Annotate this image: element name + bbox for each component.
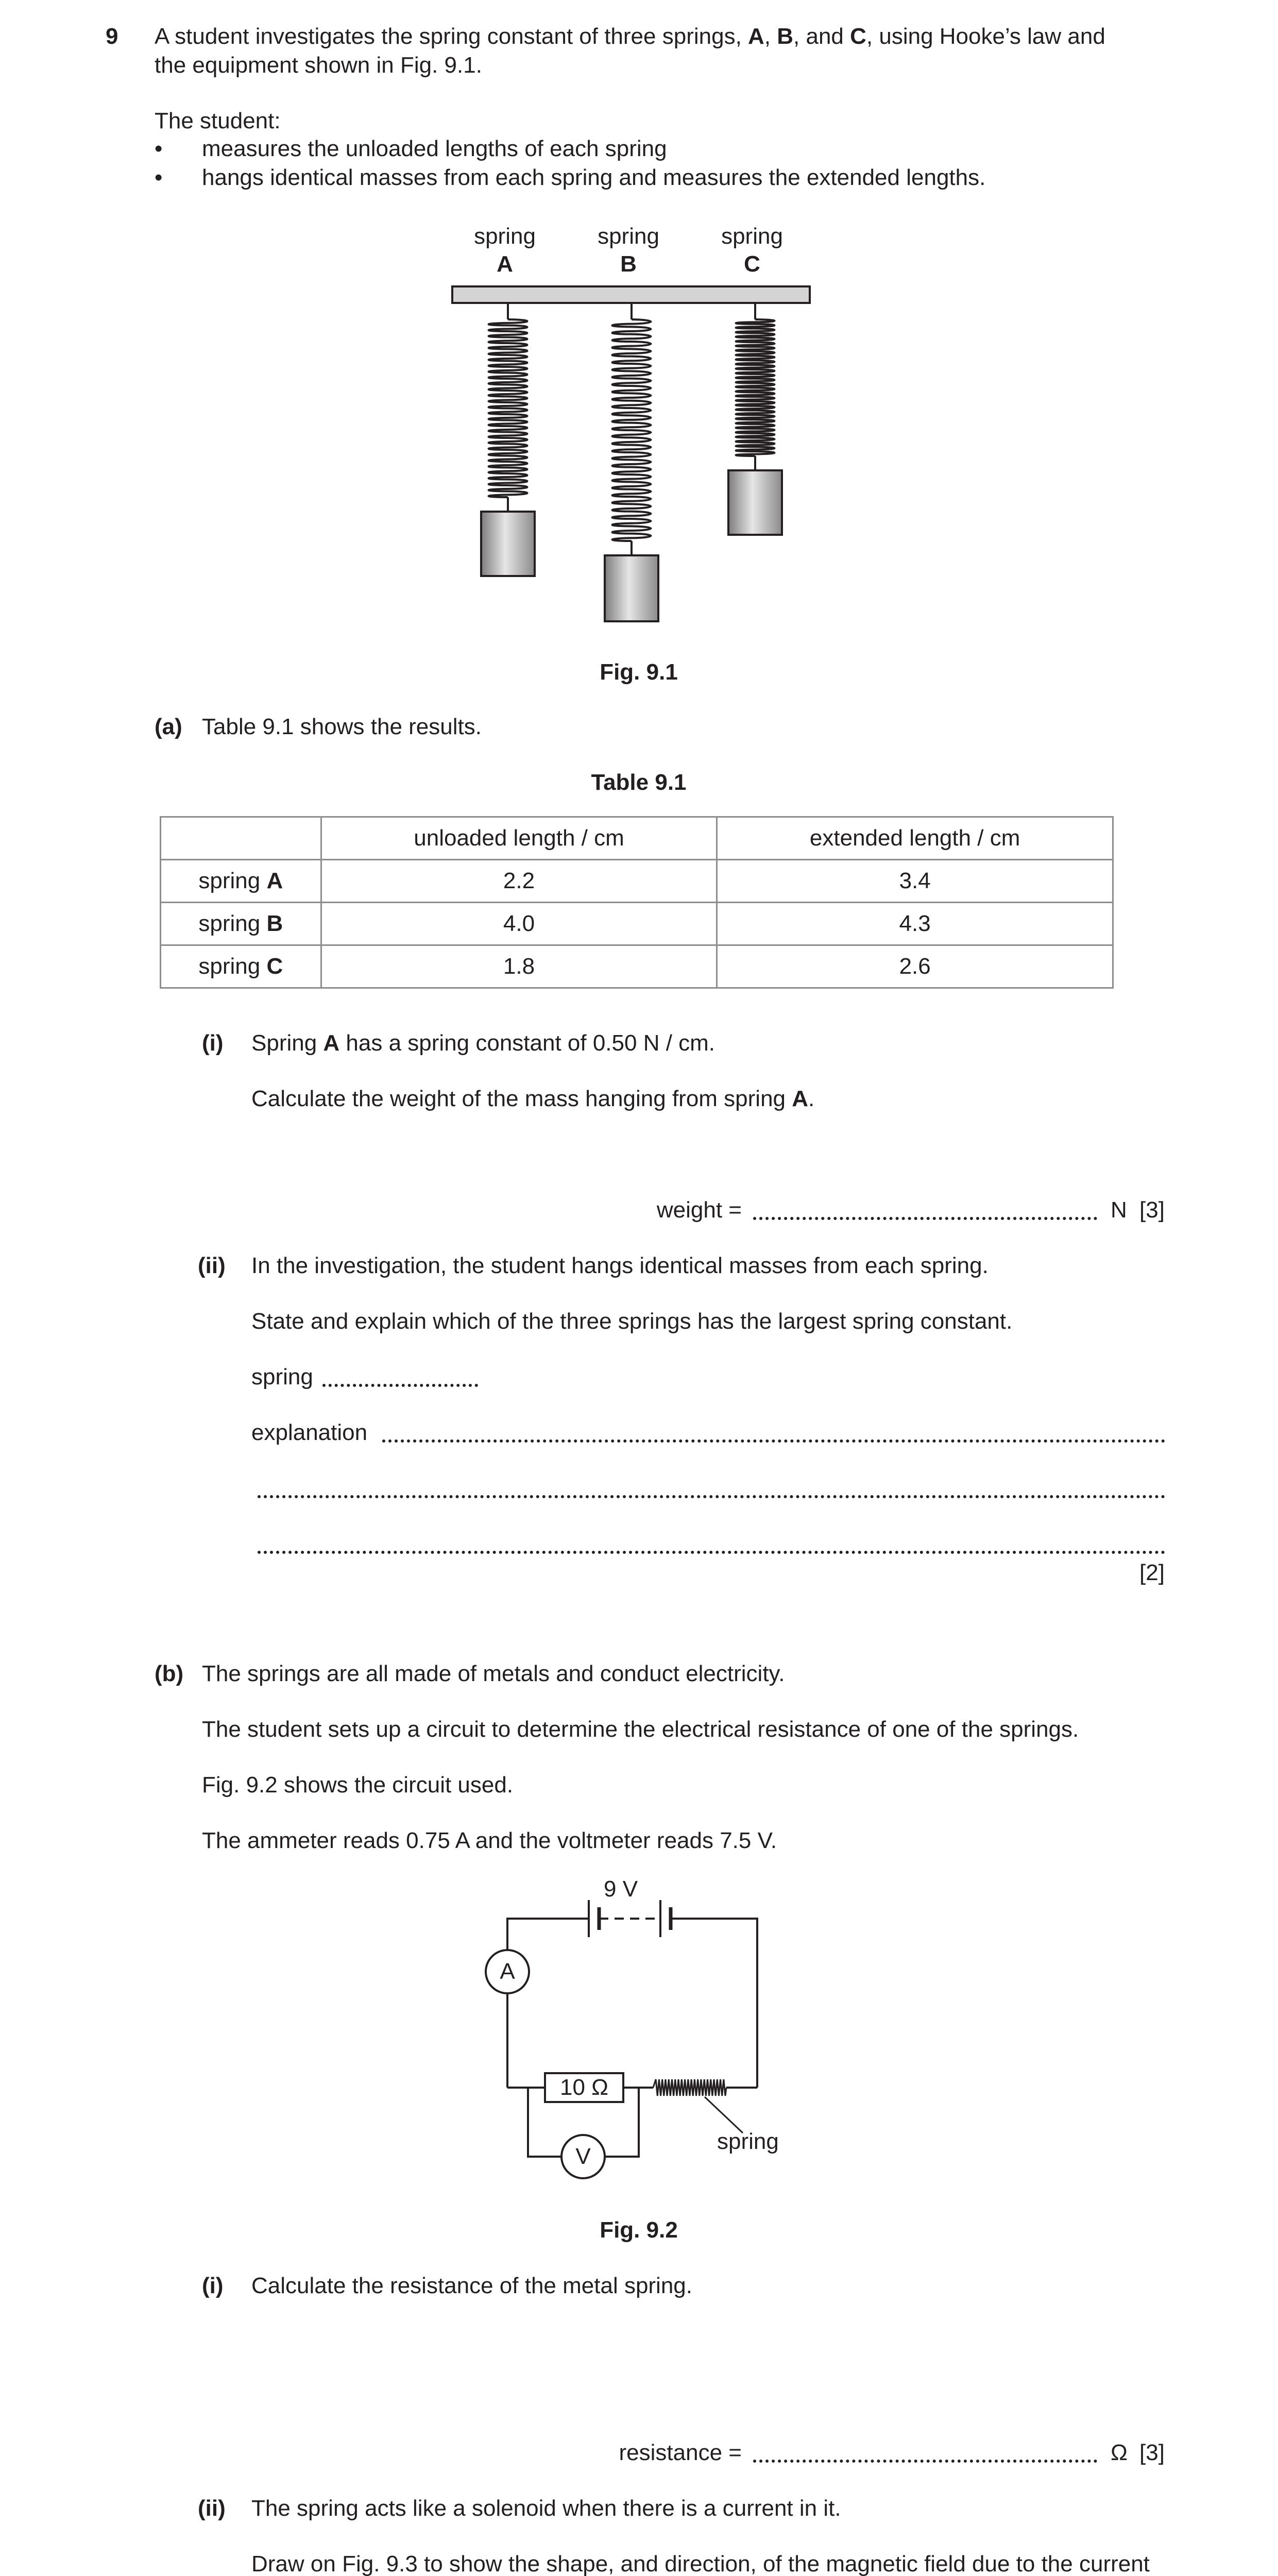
text: Calculate the weight of the mass hanging from spring bbox=[251, 1086, 792, 1111]
row-letter: B bbox=[266, 911, 283, 936]
spring-b-letter: B bbox=[620, 251, 637, 277]
part-b-ii-line-1: The spring acts like a solenoid when there is a current in it. bbox=[251, 2496, 841, 2521]
spring-b-label: spring bbox=[598, 224, 659, 249]
table-cell-extended: 2.6 bbox=[717, 945, 1113, 988]
spring-letter: A bbox=[792, 1086, 809, 1111]
weight-unit: N bbox=[1111, 1197, 1127, 1223]
bullet-1: measures the unloaded lengths of each spring bbox=[202, 136, 667, 161]
resistance-answer-label: resistance = bbox=[619, 2440, 742, 2465]
marks-a-ii: [2] bbox=[1139, 1560, 1165, 1585]
row-name: spring bbox=[198, 954, 267, 979]
part-a-i-label: (i) bbox=[202, 1030, 224, 1056]
marks-b-i: [3] bbox=[1139, 2440, 1165, 2465]
intro-text: A student investigates the spring constant of three springs, bbox=[155, 24, 748, 49]
part-b-line-3: Fig. 9.2 shows the circuit used. bbox=[202, 1772, 514, 1798]
spring-a-letter: A bbox=[497, 251, 513, 277]
spring-answer-label: spring bbox=[251, 1364, 313, 1389]
bullet-2: hangs identical masses from each spring and measures the extended lengths. bbox=[202, 165, 986, 190]
table-cell-extended: 4.3 bbox=[717, 903, 1113, 945]
battery-label: 9 V bbox=[604, 1876, 638, 1902]
table-cell-unloaded: 2.2 bbox=[321, 860, 717, 903]
part-b-i-label: (i) bbox=[202, 2273, 224, 2298]
explanation-label: explanation bbox=[251, 1420, 368, 1445]
spring-c-letter: C bbox=[744, 251, 760, 277]
part-b-ii-label: (ii) bbox=[198, 2496, 226, 2521]
intro-text: , bbox=[764, 24, 777, 49]
bullet-marker: • bbox=[155, 165, 163, 190]
spring-letter: B bbox=[777, 24, 794, 49]
ammeter-label: A bbox=[500, 1959, 515, 1984]
intro-text: , using Hooke’s law and bbox=[866, 24, 1105, 49]
part-b-label: (b) bbox=[155, 1661, 184, 1686]
spring-letter: A bbox=[748, 24, 764, 49]
table-cell-extended: 3.4 bbox=[717, 860, 1113, 903]
part-a-text: Table 9.1 shows the results. bbox=[202, 714, 482, 739]
weight-answer-label: weight = bbox=[656, 1197, 742, 1223]
spring-a-label: spring bbox=[474, 224, 536, 249]
part-a-ii-line-1: In the investigation, the student hangs identical masses from each spring. bbox=[251, 1253, 989, 1278]
resistor-label: 10 Ω bbox=[559, 2075, 609, 2100]
table-cell-unloaded: 4.0 bbox=[321, 903, 717, 945]
table-header-cell: extended length / cm bbox=[717, 817, 1113, 860]
part-b-line-2: The student sets up a circuit to determine the electrical resistance of one of the springs. bbox=[202, 1717, 1079, 1742]
resistance-unit: Ω bbox=[1111, 2440, 1128, 2465]
text: . bbox=[808, 1086, 815, 1111]
part-a-label: (a) bbox=[155, 714, 182, 739]
spring-letter: A bbox=[323, 1030, 340, 1056]
marks-a-i: [3] bbox=[1139, 1197, 1165, 1223]
row-letter: A bbox=[266, 868, 283, 893]
part-b-i-text: Calculate the resistance of the metal spring. bbox=[251, 2273, 693, 2298]
part-b-ii-line-2: Draw on Fig. 9.3 to show the shape, and direction, of the magnetic field due to the current bbox=[251, 2551, 1150, 2576]
intro-text: , and bbox=[793, 24, 850, 49]
table-title: Table 9.1 bbox=[591, 770, 687, 795]
question-number: 9 bbox=[106, 24, 118, 49]
spring-letter: C bbox=[850, 24, 866, 49]
fig-9-2-caption: Fig. 9.2 bbox=[600, 2217, 678, 2243]
row-letter: C bbox=[266, 954, 283, 979]
row-name: spring bbox=[198, 911, 267, 936]
row-name: spring bbox=[198, 868, 267, 893]
intro-line-2: the equipment shown in Fig. 9.1. bbox=[155, 53, 482, 78]
bullet-marker: • bbox=[155, 136, 163, 161]
part-b-line-1: The springs are all made of metals and conduct electricity. bbox=[202, 1661, 785, 1686]
student-heading: The student: bbox=[155, 108, 281, 133]
spring-c-label: spring bbox=[721, 224, 783, 249]
part-a-ii-line-2: State and explain which of the three springs has the largest spring constant. bbox=[251, 1309, 1013, 1334]
circuit-spring-label: spring bbox=[717, 2129, 779, 2154]
voltmeter-label: V bbox=[575, 2144, 591, 2169]
text: Spring bbox=[251, 1030, 323, 1056]
fig-9-1-caption: Fig. 9.1 bbox=[600, 659, 678, 685]
part-a-ii-label: (ii) bbox=[198, 1253, 226, 1278]
table-header-cell: unloaded length / cm bbox=[321, 817, 717, 860]
table-cell-unloaded: 1.8 bbox=[321, 945, 717, 988]
part-b-line-4: The ammeter reads 0.75 A and the voltmeter reads 7.5 V. bbox=[202, 1828, 777, 1853]
text: has a spring constant of 0.50 N / cm. bbox=[339, 1030, 715, 1056]
